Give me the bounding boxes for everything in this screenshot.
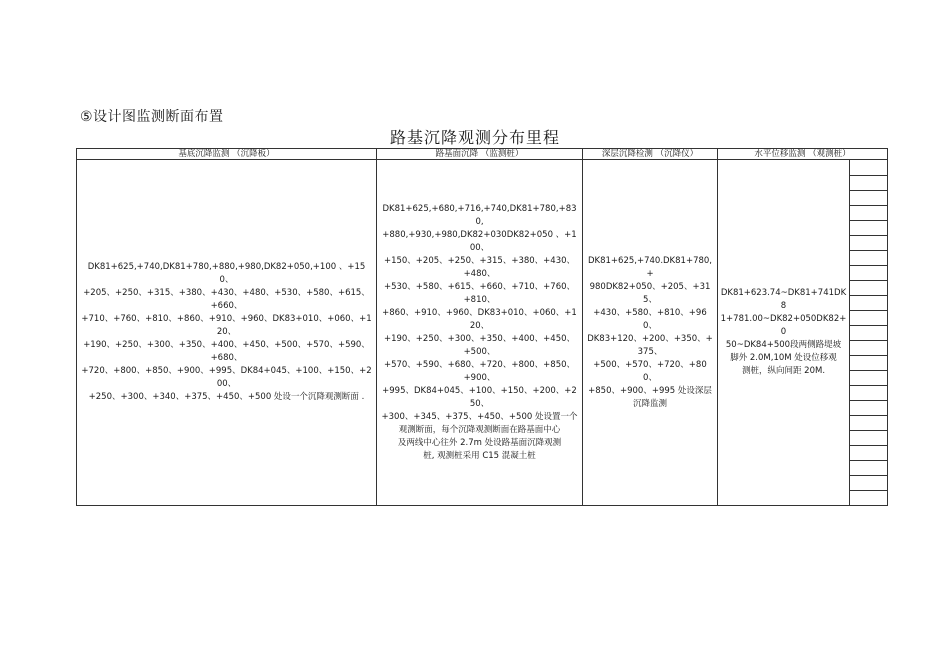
cell-text: DK81+625,+740.DK81+780,+ 980DK82+050、+205、+315、 +430、+580、+810、+960、 DK83+120、+200、+350、+375、 +500、+570、+720、+800、 +850、+900、+995 处设深层 沉降监测 bbox=[587, 255, 713, 409]
table-cell-foundation-settlement bbox=[77, 160, 376, 505]
empty-grid-row-line bbox=[849, 460, 887, 461]
empty-grid-row-line bbox=[849, 400, 887, 401]
monitoring-table bbox=[76, 148, 888, 506]
empty-grid-row-line bbox=[849, 235, 887, 236]
cell-text: DK81+625,+680,+716,+740,DK81+780,+830, +880,+930,+980,DK82+030DK82+050 、+100、 +150、+205、+250、+315、+380、+430、+480、 +530、+580、+615、+660、+710、+760、+810、 +860、+910、+960、DK83+010、+060、+120、 +190、+250、+300、+350、+400、+450、+500、 +570、+590、+680、+720、+800、+850、+900、 +995、DK84+045、+100、+150、+200、+250、 +300、+345、+375、+450、+500 处设置一个 观测断面，每个沉降观测断面在路基面中心 及两线中心往外 2.7m 处设路基面沉降观测 桩, 观测桩采用 C15 混凝土桩 bbox=[381, 203, 578, 461]
empty-grid-row-line bbox=[849, 490, 887, 491]
empty-grid-row-line bbox=[849, 355, 887, 356]
column-header-deep-settlement: 深层沉降检测 （沉降仪） bbox=[601, 149, 699, 159]
table-cell-deep-settlement bbox=[583, 160, 717, 505]
column-header-subgrade-surface-settlement: 路基面沉降 （监测桩） bbox=[435, 149, 524, 159]
empty-grid-row-line bbox=[849, 475, 887, 476]
empty-grid-row-line bbox=[849, 265, 887, 266]
empty-grid-row-line bbox=[849, 310, 887, 311]
column-header-foundation-settlement: 基底沉降监测 （沉降板） bbox=[178, 149, 275, 159]
column-header-horizontal-displacement: 水平位移监测 （观测桩） bbox=[754, 149, 851, 159]
empty-grid-row-line bbox=[849, 370, 887, 371]
empty-grid-row-line bbox=[849, 295, 887, 296]
empty-grid-row-line bbox=[849, 190, 887, 191]
empty-grid-row-line bbox=[849, 445, 887, 446]
empty-grid-row-line bbox=[849, 220, 887, 221]
section-heading: ⑤设计图监测断面布置 bbox=[80, 109, 224, 125]
cell-text: DK81+623.74~DK81+741DK8 1+781.00~DK82+050DK82+0 50~DK84+500段两侧路堤坡 脚外 2.0M,10M 处设位移观 测桩，纵向间距 20M. bbox=[720, 288, 847, 376]
empty-grid-row-line bbox=[849, 430, 887, 431]
empty-grid-row-line bbox=[849, 175, 887, 176]
empty-grid-row-line bbox=[849, 205, 887, 206]
empty-grid-row-line bbox=[849, 325, 887, 326]
table-cell-horizontal-displacement bbox=[718, 160, 849, 505]
table-cell-subgrade-surface-settlement bbox=[377, 160, 582, 505]
empty-grid-row-line bbox=[849, 385, 887, 386]
table-title: 路基沉降观测分布里程 bbox=[389, 128, 560, 147]
cell-text: DK81+625,+740,DK81+780,+880,+980,DK82+050,+100 、+150、 +205、+250、+315、+380、+430、+480、+530、+580、+615、+660、 +710、+760、+810、+860、+910、+960、DK83+010、+060、+120、 +190、+250、+300、+350、+400、+450、+500、+570、+590、+680、 +720、+800、+850、+900、+995、DK84+045、+100、+150、+200、 +250、+300、+340、+375、+450、+500 处设一个沉降观测断面 . bbox=[81, 262, 372, 402]
empty-grid-column bbox=[849, 160, 887, 505]
empty-grid-row-line bbox=[849, 415, 887, 416]
empty-grid-row-line bbox=[849, 280, 887, 281]
empty-grid-row-line bbox=[849, 250, 887, 251]
empty-grid-row-line bbox=[849, 340, 887, 341]
